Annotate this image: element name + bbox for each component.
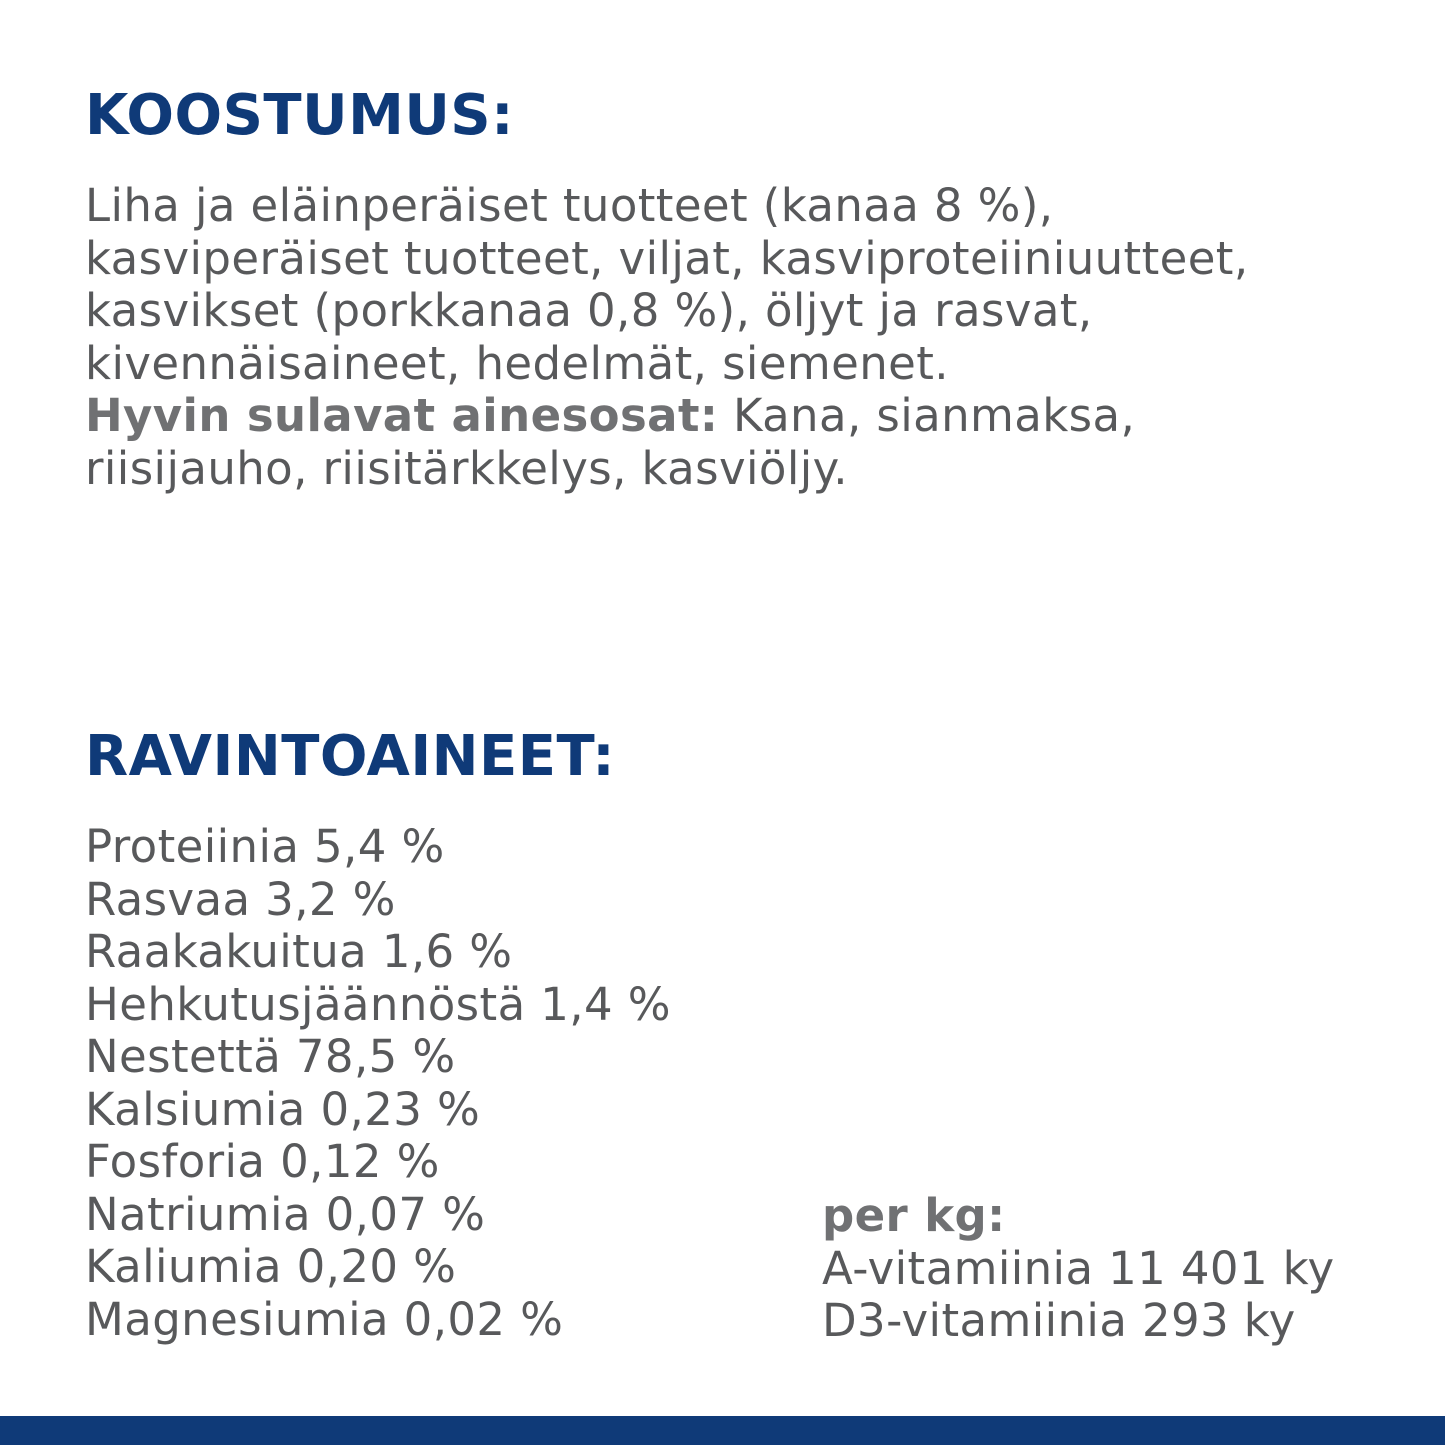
composition-line: kasviperäiset tuotteet, viljat, kasviproteiiniuutteet,	[85, 231, 1249, 285]
vitamin-item: A-vitamiinia 11 401 ky	[822, 1241, 1335, 1295]
composition-heading: KOOSTUMUS:	[85, 83, 515, 148]
nutrient-item: Kalsiumia 0,23 %	[85, 1082, 481, 1136]
nutrient-item: Kaliumia 0,20 %	[85, 1240, 457, 1293]
nutrients-list	[85, 821, 671, 1346]
nutrient-item: Natriumia 0,07 %	[85, 1187, 486, 1241]
composition-text	[85, 180, 1385, 495]
digestible-ingredients-line-2: riisijauho, riisitärkkelys, kasviöljy.	[85, 441, 848, 495]
nutrients-heading: RAVINTOAINEET:	[85, 724, 616, 789]
nutrient-item: Proteiinia 5,4 %	[85, 820, 445, 873]
nutrient-item: Raakakuitua 1,6 %	[85, 925, 513, 978]
digestible-ingredients-label: Hyvin sulavat ainesosat:	[85, 389, 719, 442]
nutrient-item: Nestettä 78,5 %	[85, 1030, 456, 1083]
nutrient-item: Hehkutusjäännöstä 1,4 %	[85, 977, 671, 1031]
footer-bar	[0, 1416, 1445, 1445]
composition-line: Liha ja eläinperäiset tuotteet (kanaa 8 %),	[85, 179, 1054, 232]
per-kg-title: per kg:	[822, 1189, 1006, 1242]
digestible-ingredients-line	[85, 390, 1385, 443]
nutrient-item: Rasvaa 3,2 %	[85, 872, 396, 926]
nutrient-item: Magnesiumia 0,02 %	[85, 1292, 564, 1346]
vitamin-item: D3-vitamiinia 293 ky	[822, 1294, 1296, 1347]
composition-line: kasvikset (porkkanaa 0,8 %), öljyt ja rasvat,	[85, 284, 1093, 337]
per-kg-block	[822, 1190, 1335, 1348]
digestible-ingredients-text: Kana, sianmaksa,	[718, 389, 1136, 442]
composition-line: kivennäisaineet, hedelmät, siemenet.	[85, 336, 949, 390]
nutrient-item: Fosforia 0,12 %	[85, 1135, 440, 1188]
